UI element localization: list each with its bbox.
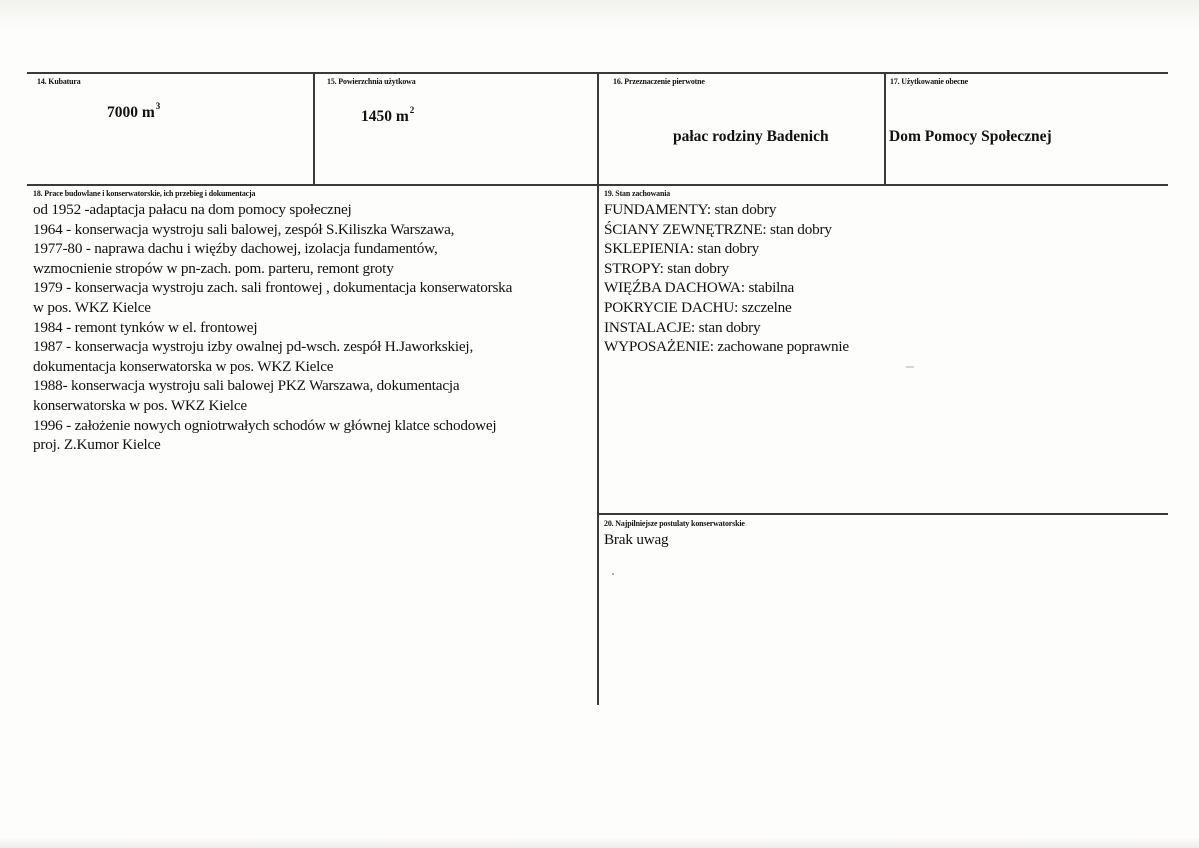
- condition-line: STROPY: stan dobry: [604, 259, 729, 277]
- field-14-label: 14. Kubatura: [37, 76, 81, 86]
- text-line: od 1952 -adaptacja pałacu na dom pomocy społecznej: [33, 201, 352, 218]
- text-line: 1988- konserwacja wystroju sali balowej PKZ Warszawa, dokumentacja: [33, 377, 460, 395]
- condition-line: WYPOSAŻENIE: zachowane poprawnie: [604, 338, 849, 356]
- field-18-text: [33, 200, 512, 455]
- text-line: 1987 - konserwacja wystroju izby owalnej pd-wsch. zespół H.Jaworkskiej,: [33, 338, 474, 356]
- field-17-label: 17. Użytkowanie obecne: [890, 76, 968, 86]
- text-line: konserwatorska w pos. WKZ Kielce: [33, 396, 247, 414]
- scan-edge-top: [0, 0, 1199, 28]
- field-14-unit-exponent: 3: [155, 101, 161, 111]
- divider-19-20: [598, 513, 1168, 515]
- condition-line: POKRYCIE DACHU: szczelne: [604, 298, 792, 316]
- text-line: dokumentacja konserwatorska w pos. WKZ Kielce: [33, 357, 334, 375]
- field-19-label: 19. Stan zachowania: [604, 188, 671, 198]
- field-15-value: [361, 105, 415, 126]
- field-15-label: 15. Powierzchnia użytkowa: [327, 76, 416, 86]
- col-divider-14-15: [313, 72, 315, 185]
- field-15-number: 1450 m: [361, 108, 409, 125]
- text-line: proj. Z.Kumor Kielce: [33, 436, 161, 454]
- text-line: 1996 - założenie nowych ogniotrwałych schodów w głównej klatce schodowej: [33, 416, 497, 434]
- field-20-text: [604, 530, 668, 550]
- field-17-value: Dom Pomocy Społecznej: [889, 128, 1052, 145]
- condition-line: INSTALACJE: stan dobry: [604, 318, 761, 336]
- field-20-label: 20. Najpilniejsze postulaty konserwatorskie: [604, 518, 745, 528]
- condition-line: WIĘŹBA DACHOWA: stabilna: [604, 279, 795, 297]
- field-16-value: pałac rodziny Badenich: [673, 128, 829, 145]
- field-14-value: [107, 101, 161, 122]
- field-16-label: 16. Przeznaczenie pierwotne: [613, 76, 705, 86]
- scan-speck: [612, 573, 614, 575]
- field-19-text: [604, 200, 849, 357]
- field-14-number: 7000 m: [107, 104, 155, 121]
- text-line: 1964 - konserwacja wystroju sali balowej, zespół S.Kiliszka Warszawa,: [33, 220, 455, 238]
- condition-line: FUNDAMENTY: stan dobry: [604, 201, 777, 218]
- col-divider-16-17: [884, 72, 886, 185]
- field-18-label: 18. Prace budowlane i konserwatorskie, ich przebieg i dokumentacja: [33, 188, 256, 198]
- text-line: Brak uwag: [604, 531, 669, 548]
- scan-artifact: [906, 366, 914, 368]
- field-15-unit-exponent: 2: [409, 105, 415, 115]
- text-line: w pos. WKZ Kielce: [33, 298, 151, 316]
- scan-edge-bottom: [0, 838, 1199, 848]
- col-divider-center: [597, 72, 599, 705]
- text-line: 1979 - konserwacja wystroju zach. sali frontowej , dokumentacja konserwatorska: [33, 279, 513, 297]
- text-line: 1977-80 - naprawa dachu i więźby dachowej, izolacja fundamentów,: [33, 240, 438, 258]
- condition-line: ŚCIANY ZEWNĘTRZNE: stan dobry: [604, 220, 832, 238]
- text-line: 1984 - remont tynków w el. frontowej: [33, 318, 258, 336]
- text-line: wzmocnienie stropów w pn-zach. pom. parteru, remont groty: [33, 259, 394, 277]
- condition-line: SKLEPIENIA: stan dobry: [604, 240, 760, 258]
